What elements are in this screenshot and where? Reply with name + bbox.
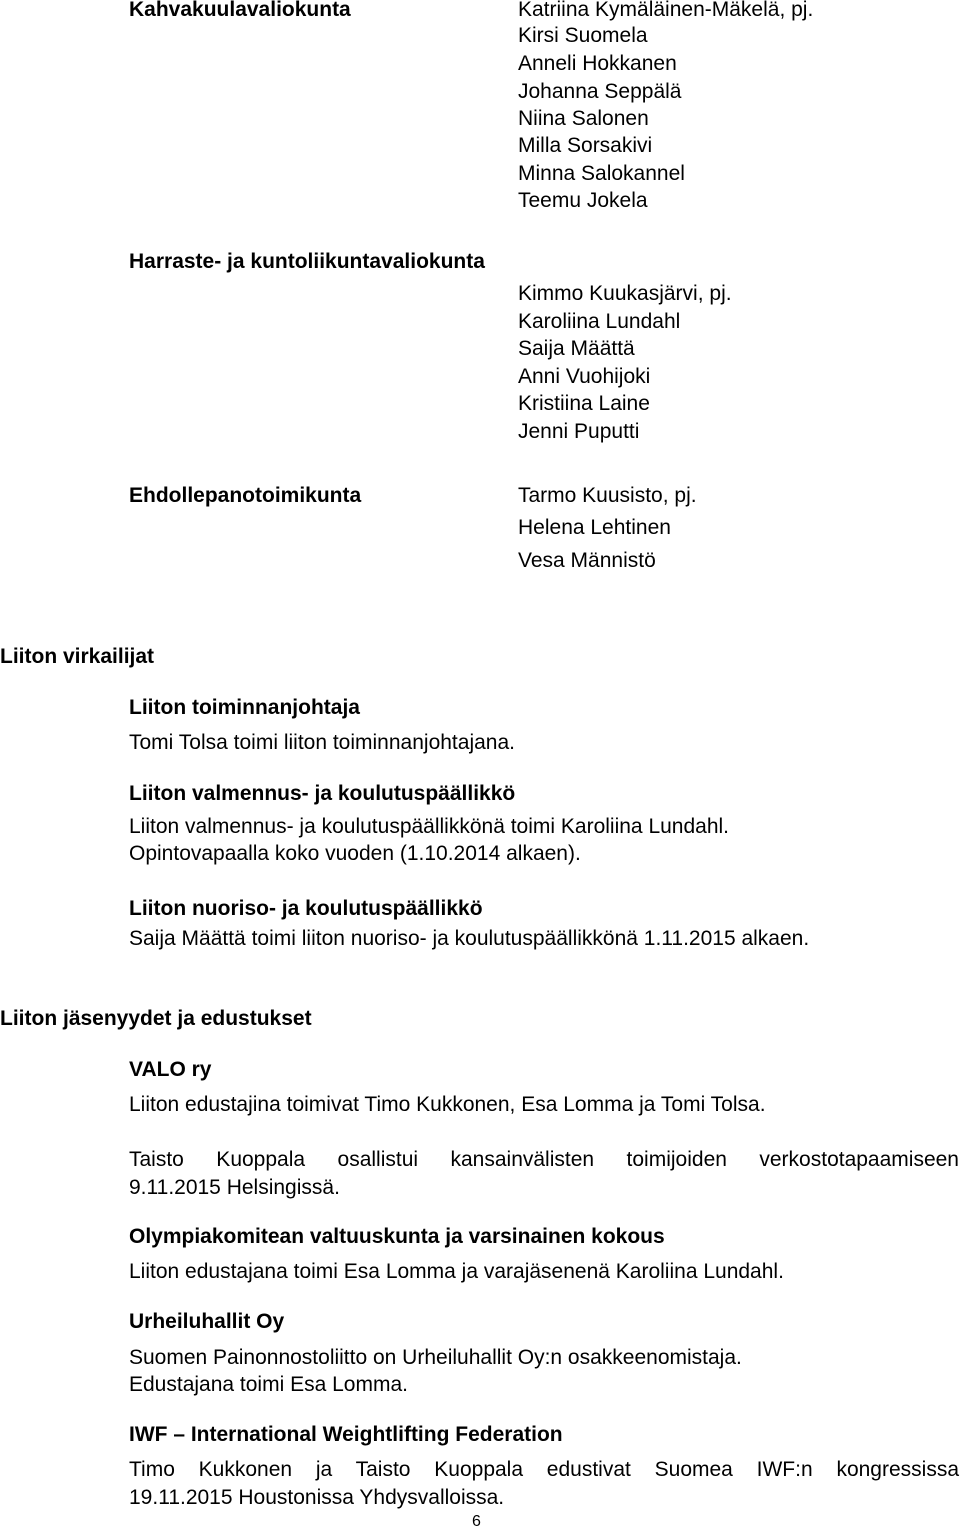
membership-title: IWF – International Weightlifting Federation [129, 1423, 563, 1446]
member-name: Saija Määttä [518, 337, 635, 360]
member-name: Helena Lehtinen [518, 516, 671, 539]
official-text: Tomi Tolsa toimi liiton toiminnanjohtajana. [129, 731, 515, 754]
membership-title: Urheiluhallit Oy [129, 1310, 285, 1333]
member-name: Katriina Kymäläinen-Mäkelä, pj. [518, 0, 814, 21]
member-name: Kristiina Laine [518, 392, 650, 415]
official-text: Saija Määttä toimi liiton nuoriso- ja koulutuspäällikkönä 1.11.2015 alkaen. [129, 927, 810, 950]
membership-title: Olympiakomitean valtuuskunta ja varsinainen kokous [129, 1225, 665, 1248]
committee-name-harraste: Harraste- ja kuntoliikuntavaliokunta [129, 250, 485, 273]
official-title: Liiton valmennus- ja koulutuspäällikkö [129, 782, 516, 805]
official-text: Opintovapaalla koko vuoden (1.10.2014 alkaen). [129, 842, 581, 865]
committee-name-ehdollepano: Ehdollepanotoimikunta [129, 484, 362, 507]
membership-text: Edustajana toimi Esa Lomma. [129, 1373, 408, 1396]
official-title: Liiton toiminnanjohtaja [129, 696, 360, 719]
official-title: Liiton nuoriso- ja koulutuspäällikkö [129, 897, 483, 920]
official-text: Liiton valmennus- ja koulutuspäällikkönä toimi Karoliina Lundahl. [129, 815, 730, 838]
membership-text: 19.11.2015 Houstonissa Yhdysvalloissa. [129, 1486, 505, 1509]
member-name: Kimmo Kuukasjärvi, pj. [518, 282, 732, 305]
section-heading-memberships: Liiton jäsenyydet ja edustukset [0, 1007, 312, 1030]
member-name: Minna Salokannel [518, 162, 685, 185]
member-name: Teemu Jokela [518, 189, 648, 212]
member-name: Anni Vuohijoki [518, 365, 651, 388]
page-number: 6 [472, 1513, 481, 1530]
member-name: Niina Salonen [518, 107, 649, 130]
member-name: Vesa Männistö [518, 549, 656, 572]
committee-name-kahvakuula: Kahvakuulavaliokunta [129, 0, 351, 21]
member-name: Tarmo Kuusisto, pj. [518, 484, 697, 507]
membership-title: VALO ry [129, 1058, 212, 1081]
membership-text: Liiton edustajina toimivat Timo Kukkonen, Esa Lomma ja Tomi Tolsa. [129, 1093, 766, 1116]
member-name: Anneli Hokkanen [518, 52, 677, 75]
member-name: Milla Sorsakivi [518, 134, 653, 157]
membership-text: Taisto Kuoppala osallistui kansainvälisten toimijoiden verkostotapaamiseen [129, 1148, 959, 1171]
member-name: Jenni Puputti [518, 420, 640, 443]
section-heading-officials: Liiton virkailijat [0, 645, 155, 668]
member-name: Karoliina Lundahl [518, 310, 681, 333]
membership-text: 9.11.2015 Helsingissä. [129, 1176, 340, 1199]
member-name: Kirsi Suomela [518, 24, 648, 47]
membership-text: Liiton edustajana toimi Esa Lomma ja varajäsenenä Karoliina Lundahl. [129, 1260, 784, 1283]
membership-text: Timo Kukkonen ja Taisto Kuoppala edustivat Suomea IWF:n kongressissa [129, 1458, 959, 1481]
membership-text: Suomen Painonnostoliitto on Urheiluhallit Oy:n osakkeenomistaja. [129, 1346, 742, 1369]
member-name: Johanna Seppälä [518, 80, 682, 103]
